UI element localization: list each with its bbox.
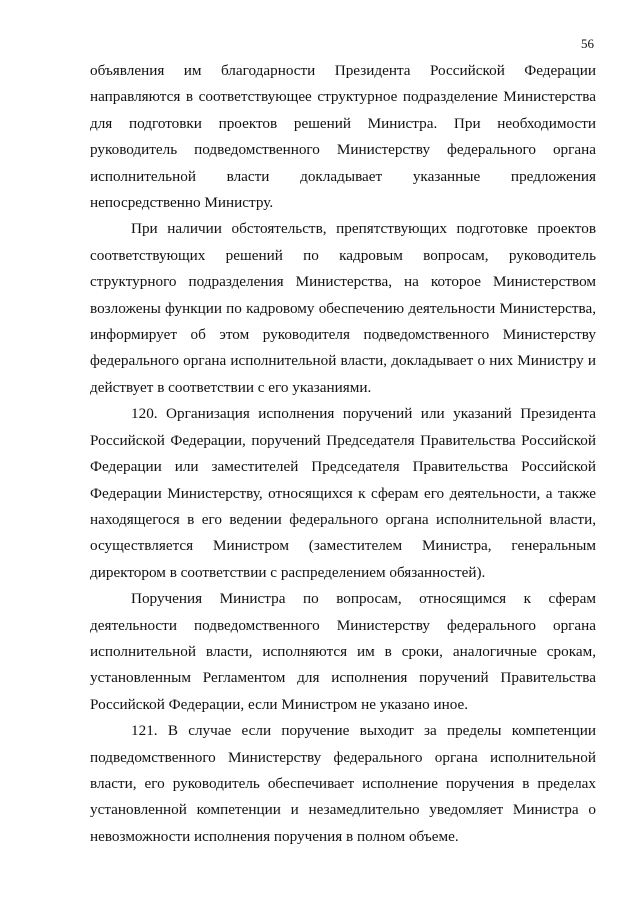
paragraph-continuation: объявления им благодарности Президента Российской Федерации направляются в соответствующее структурное подразделение Министерства для подготовки проектов решений Министра. При необходимости руководитель подведомственного Министерству федерального органа исполнительной власти докладывает указанные предложения непосредственно Министру. — [90, 62, 596, 212]
document-body — [90, 58, 596, 850]
paragraph-minister-orders: Поручения Министра по вопросам, относящимся к сферам деятельности подведомственного Министерству федерального органа исполнительной власти, исполняются им в сроки, аналогичные срокам, установленным Регламентом для исполнения поручений Правительства Российской Федерации, если Министром не указано иное. — [90, 590, 596, 713]
page-number: 56 — [581, 36, 594, 51]
paragraph-clause-120: 120. Организация исполнения поручений или указаний Президента Российской Федерации, поручений Председателя Правительства Российской Федерации или заместителей Председателя Правительства Российской Федерации Министерству, относящихся к сферам его деятельности, а также находящегося в его ведении федерального органа исполнительной власти, осуществляется Министром (заместителем Министра, генеральным директором в соответствии с распределением обязанностей). — [90, 405, 596, 581]
paragraph-obstacles: При наличии обстоятельств, препятствующих подготовке проектов соответствующих решений по кадровым вопросам, руководитель структурного подразделения Министерства, на которое Министерством возложены функции по кадровому обеспечению деятельности Министерства, информирует об этом руководителя подведомственного Министерству федерального органа исполнительной власти, докладывает о них Министру и действует в соответствии с его указаниями. — [90, 220, 596, 396]
paragraph-clause-121: 121. В случае если поручение выходит за пределы компетенции подведомственного Министерству федерального органа исполнительной власти, его руководитель обеспечивает исполнение поручения в пределах установленной компетенции и незамедлительно уведомляет Министра о невозможности исполнения поручения в полном объеме. — [90, 722, 596, 845]
